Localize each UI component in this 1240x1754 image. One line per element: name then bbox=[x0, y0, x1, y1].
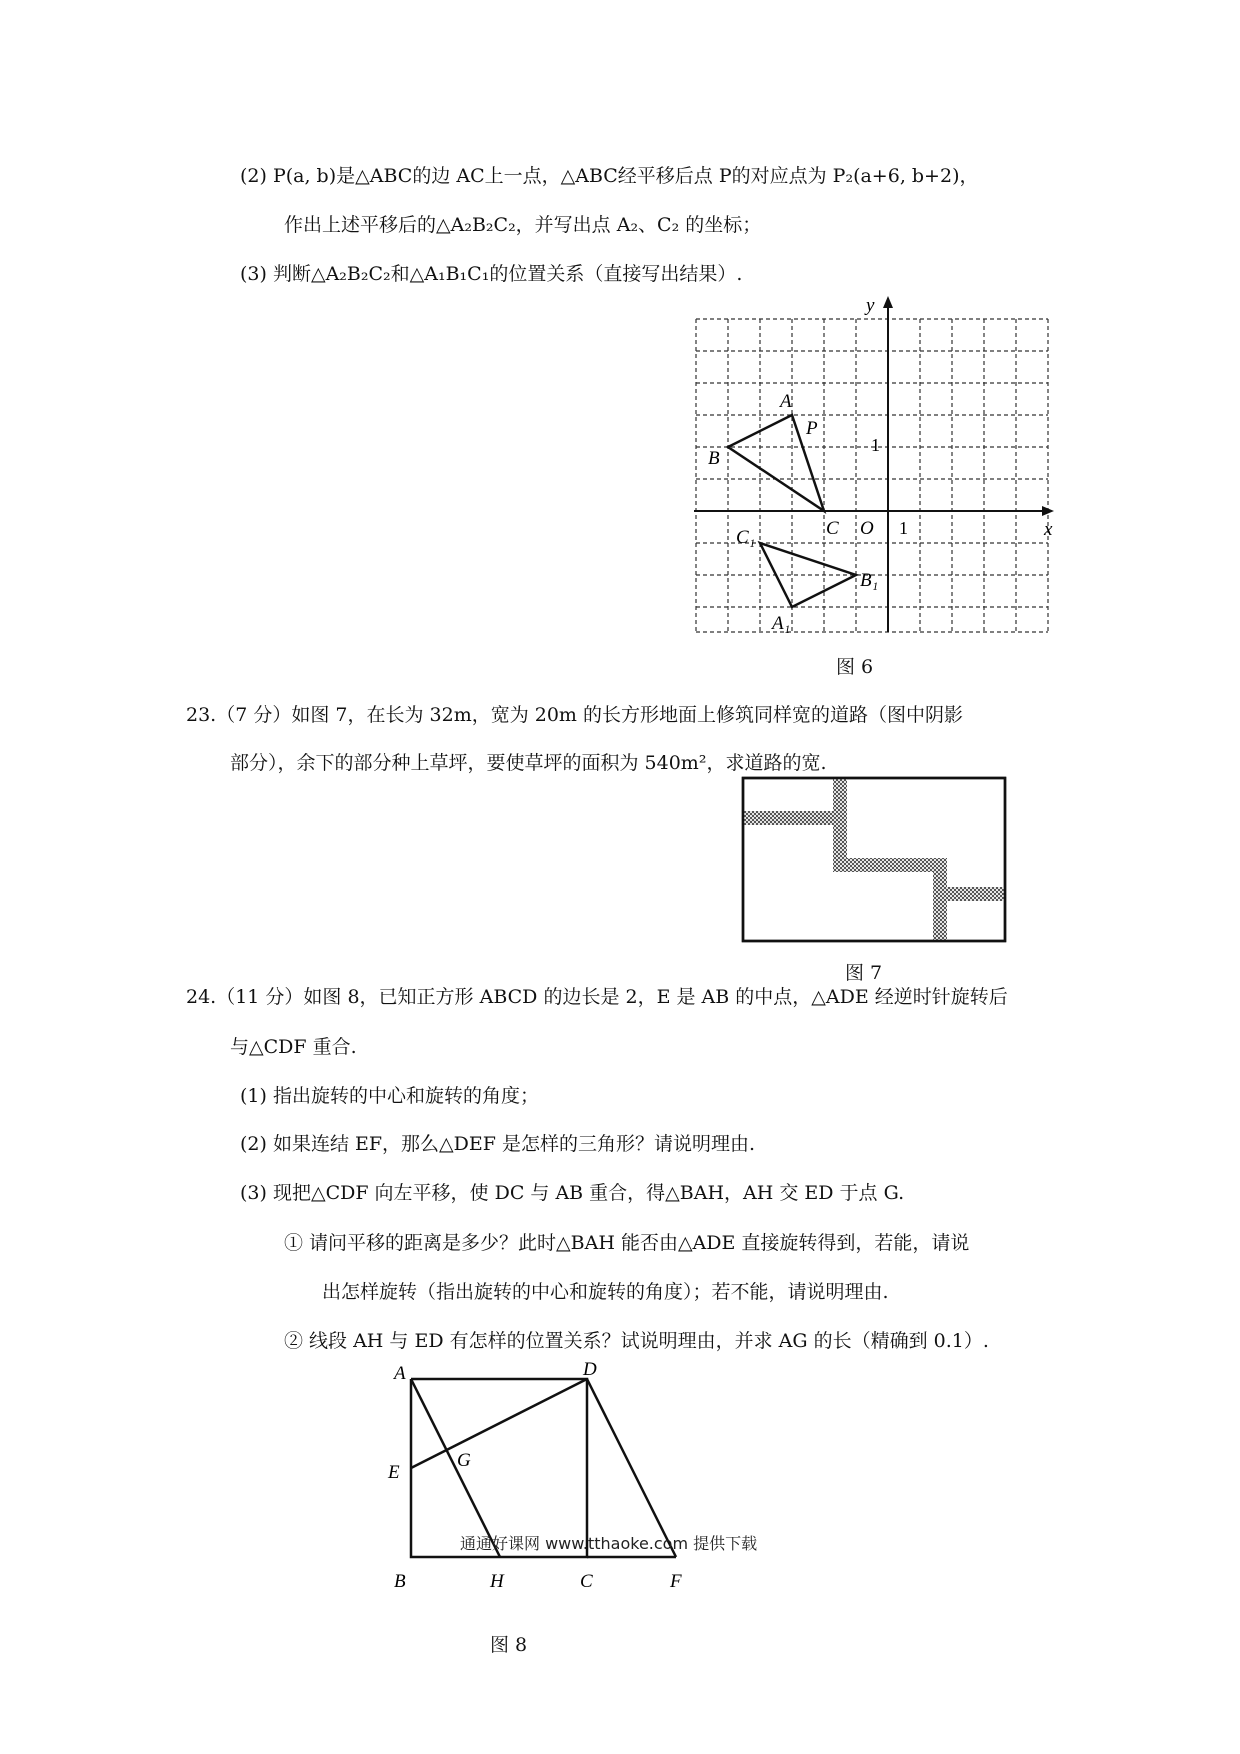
q24-part3: (3) 现把△CDF 向左平移，使 DC 与 AB 重合，得△BAH，AH 交 ED 于点 G. bbox=[240, 1182, 905, 1204]
point-G-label: G bbox=[457, 1450, 471, 1471]
point-E-label: E bbox=[388, 1462, 400, 1483]
point-C-label: C bbox=[580, 1571, 593, 1592]
figure-6-coordinate-grid bbox=[680, 290, 1060, 640]
x-axis-arrow bbox=[1042, 506, 1054, 516]
q24-line1: 24.（11 分）如图 8，已知正方形 ABCD 的边长是 2，E 是 AB 的中点，△ADE 经逆时针旋转后 bbox=[186, 986, 1008, 1008]
point-A1-label: A₁ bbox=[772, 613, 791, 634]
point-B1-label: B₁ bbox=[860, 570, 879, 591]
unit-x-label: 1 bbox=[899, 518, 908, 538]
q22-part3: (3) 判断△A₂B₂C₂和△A₁B₁C₁的位置关系（直接写出结果）. bbox=[240, 263, 743, 285]
q24-line2: 与△CDF 重合. bbox=[230, 1036, 357, 1058]
q22-part2-line2: 作出上述平移后的△A₂B₂C₂，并写出点 A₂、C₂ 的坐标； bbox=[284, 214, 762, 236]
q23-line1: 23.（7 分）如图 7，在长为 32m，宽为 20m 的长方形地面上修筑同样宽的道路（图中阴影 bbox=[186, 704, 963, 726]
figure-7-caption: 图 7 bbox=[845, 962, 883, 984]
point-C-label: C bbox=[826, 518, 839, 539]
x-axis-label: x bbox=[1044, 519, 1053, 540]
unit-y-label: 1 bbox=[871, 435, 880, 455]
origin-label: O bbox=[860, 518, 874, 539]
point-A-label: A bbox=[394, 1363, 406, 1384]
point-C1-label: C₁ bbox=[736, 527, 756, 548]
point-B-label: B bbox=[394, 1571, 406, 1592]
q24-part1: (1) 指出旋转的中心和旋转的角度； bbox=[240, 1085, 539, 1107]
point-A-label: A bbox=[780, 391, 792, 412]
watermark: 通通好课网 www.tthaoke.com 提供下载 bbox=[460, 1534, 758, 1553]
q24-part2: (2) 如果连结 EF，那么△DEF 是怎样的三角形？请说明理由. bbox=[240, 1133, 756, 1155]
point-F-label: F bbox=[670, 1571, 682, 1592]
figure-8-caption: 图 8 bbox=[490, 1634, 528, 1656]
point-D-label: D bbox=[583, 1359, 597, 1380]
q24-sub1-line1: ① 请问平移的距离是多少？此时△BAH 能否由△ADE 直接旋转得到，若能，请说 bbox=[284, 1232, 970, 1254]
figure-7-road-diagram bbox=[740, 775, 1012, 947]
point-P-label: P bbox=[806, 418, 818, 439]
figure-6-caption: 图 6 bbox=[836, 656, 874, 678]
point-H-label: H bbox=[490, 1571, 504, 1592]
y-axis-arrow bbox=[883, 296, 893, 308]
point-B-label: B bbox=[708, 448, 720, 469]
q24-sub2: ② 线段 AH 与 ED 有怎样的位置关系？试说明理由，并求 AG 的长（精确到 0.1）. bbox=[284, 1330, 989, 1352]
segment-AH bbox=[411, 1379, 500, 1557]
q23-line2: 部分），余下的部分种上草坪，要使草坪的面积为 540m²，求道路的宽. bbox=[230, 752, 827, 774]
segment-ED bbox=[411, 1379, 587, 1468]
segment-DF bbox=[587, 1379, 676, 1557]
q24-sub1-line2: 出怎样旋转（指出旋转的中心和旋转的角度）；若不能，请说明理由. bbox=[322, 1281, 889, 1303]
y-axis-label: y bbox=[866, 295, 875, 316]
figure-8-square-diagram bbox=[380, 1359, 758, 1620]
q22-part2-line1: (2) P(a, b)是△ABC的边 AC上一点，△ABC经平移后点 P的对应点为 P₂(a+6, b+2)， bbox=[240, 165, 979, 187]
square-ABCD bbox=[411, 1379, 587, 1557]
